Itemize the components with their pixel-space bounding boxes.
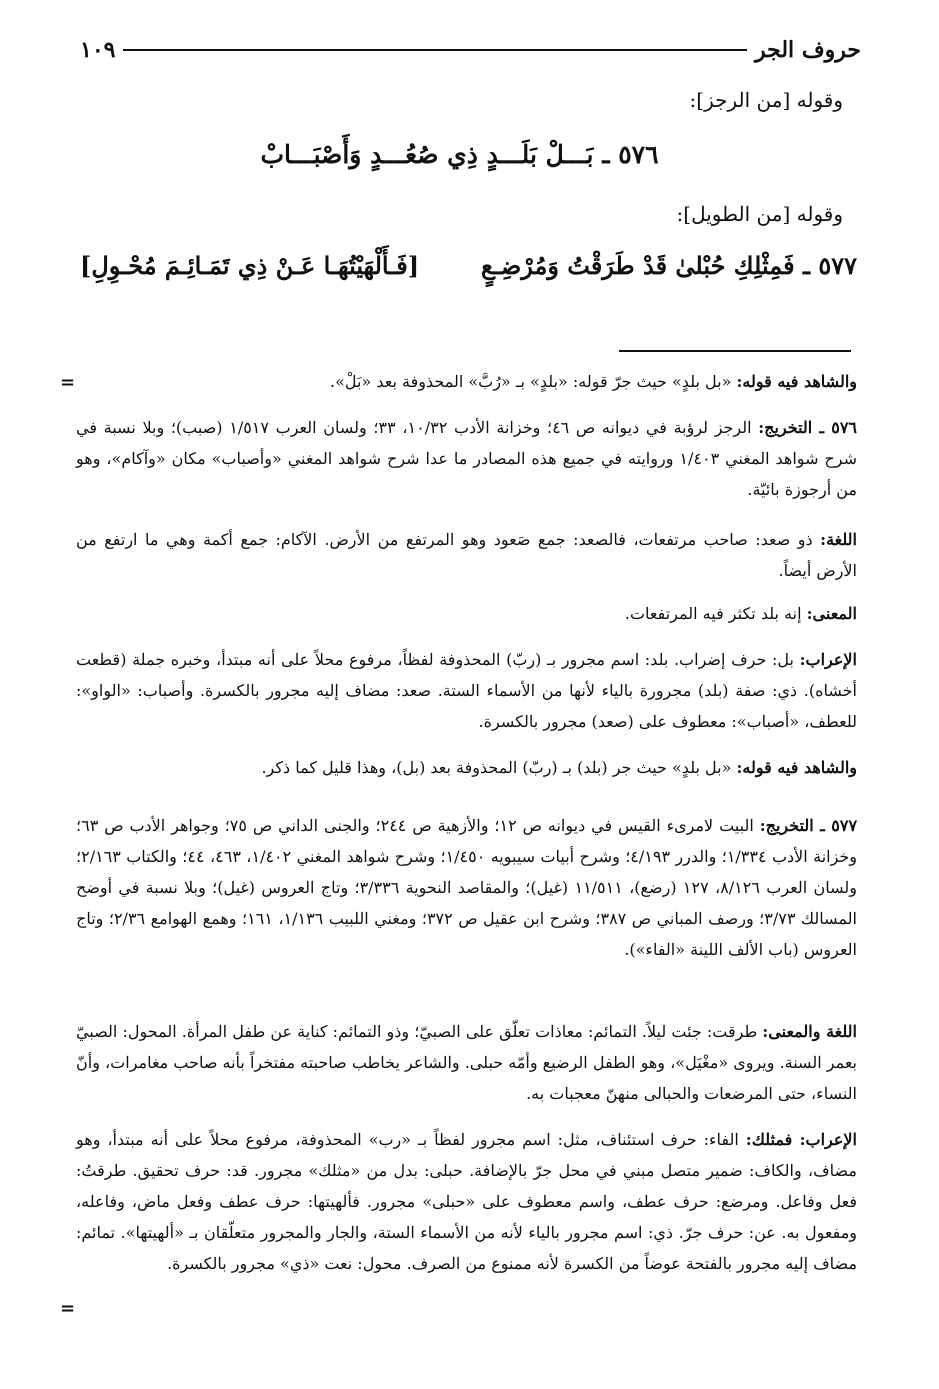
footnote-label: ٥٧٦ ـ التخريج: (758, 418, 857, 437)
footnote-576-maana (76, 598, 857, 629)
footnote-577-irab (76, 1124, 857, 1279)
footnote-576-takhrij (76, 412, 857, 505)
verse-577-second-hemistich: [فَـأَلْهَيْتُهَـا عَـنْ ذِي تَمَـائِـمَ مُحْـوِلِ] (80, 250, 420, 280)
footnote-text: إنه بلد تكثر فيه المرتفعات. (624, 604, 802, 623)
page-number: ١٠٩ (80, 37, 116, 63)
verse-576-intro: وقوله [من الرجز]: (689, 88, 843, 112)
footnote-577-lugha-maana (76, 1016, 857, 1109)
verse-577-number: ٥٧٧ ـ (802, 250, 857, 280)
footnote-576-shahid (76, 752, 857, 783)
footnote-text: ذو صعد: صاحب مرتفعات، فالصعد: جمع صَعود وهو المرتفع من الأرض. الآكام: جمع أكمة وهي ما ارتفع من الأرض أيضاً. (76, 530, 857, 580)
page-header (80, 30, 861, 70)
footnote-text: طرقت: جئت ليلاً. التمائم: معاذات تعلّق على الصبيّ؛ وذو التمائم: كناية عن طفل المرأة. المحول: الصبيّ بعمر السنة. ويروى «مغْيَل»، وهو الطفل الرضيع وأمّه حبلى. والشاعر يخاطب صاحبته مفتخراً بأنه صاحب مغامرات، وأنّ النساء، حتى المرضعات والحبالى منهنّ معجبات به. (76, 1022, 857, 1103)
footnote-separator (619, 350, 851, 352)
footnote-577-takhrij (76, 810, 857, 965)
footnote-label: ٥٧٧ ـ التخريج: (759, 816, 858, 835)
header-rule (123, 49, 747, 51)
footnote-label: المعنى: (806, 604, 857, 623)
verse-577 (80, 245, 857, 285)
footnote-label: اللغة والمعنى: (762, 1022, 857, 1041)
verse-577-first-text: فَمِثْلِكِ حُبْلىٰ قَدْ طَرَقْتُ وَمُرْضِـعٍ (481, 250, 795, 280)
footnote-label: والشاهد فيه قوله: (736, 758, 857, 777)
footnote-text: الفاء: حرف استئناف، مثل: اسم مجرور لفظاً بـ «رب» المحذوفة، مرفوع محلاً على أنه مبتدأ، وهو مضاف، والكاف: ضمير متصل مبني في محل جرّ بالإضافة. حبلى: بدل من «مثلك» مجرور. قد: حرف تحقيق. طرقتُ: فعل وفاعل. ومرضع: حرف عطف، واسم معطوف على «حبلى» مجرور. فألهيتها: حرف عطف وفعل ماض، وفاعله، ومفعول به. عن: حرف جرّ. ذي: اسم مجرور بالياء لأنه من الأسماء الستة، والجار والمجرور متعلّقان بـ «ألهيتها». تمائم: مضاف إليه مجرور بالفتحة عوضاً من الكسرة لأنه ممنوع من الصرف. محول: نعت «ذي» مجرور بالكسرة. (76, 1130, 857, 1273)
verse-577-intro: وقوله [من الطويل]: (676, 202, 843, 226)
footnote-text: «بل بلدٍ» حيث جرّ قوله: «بلدٍ» بـ «رُبَّ» المحذوفة بعد «بَلْ». (330, 372, 732, 391)
footnote-576-irab (76, 644, 857, 737)
footnote-text: الرجز لرؤبة في ديوانه ص ٤٦؛ وخزانة الأدب ١٠/٣٢، ٣٣؛ ولسان العرب ١/٥١٧ (صبب)؛ وبلا نسبة في شرح شواهد المغني ١/٤٠٣ وروايته في جميع هذه المصادر ما عدا شرح شواهد المغني «وأصباب» مكان «وآكام»، وهو من أرجوزة بائيّة. (76, 418, 857, 499)
verse-576-number: ٥٧٦ ـ (602, 140, 659, 169)
footnote-label: والشاهد فيه قوله: (736, 372, 857, 391)
footnote-shahid-intro (76, 366, 857, 397)
continuation-mark-bottom: = (60, 1298, 76, 1319)
footnote-label: اللغة: (820, 530, 857, 549)
footnote-576-lugha (76, 524, 857, 586)
verse-576-text: بَـــلْ بَلَـــدٍ ذِي صُعُـــدٍ وَأَصْبَـــابْ (260, 140, 594, 169)
continuation-mark-top: = (60, 372, 76, 393)
footnote-label: الإعراب: (799, 650, 857, 669)
verse-576 (80, 140, 839, 169)
chapter-title: حروف الجر (755, 37, 861, 63)
footnote-text: بل: حرف إضراب. بلد: اسم مجرور بـ (ربّ) المحذوفة لفظاً، مرفوع محلاً على أنه مبتدأ، وخبره جملة (قطعت أخشاه). ذي: صفة (بلد) مجرورة بالياء لأنها من الأسماء الستة. صعد: مضاف إليه مجرور بالكسرة. وأصباب: «الواو»: للعطف، «أصباب»: معطوف على (صعد) مجرور بالكسرة. (76, 650, 857, 731)
footnote-text: «بل بلدٍ» حيث جر (بلد) بـ (ربّ) المحذوفة بعد (بل)، وهذا قليل كما ذكر. (261, 758, 732, 777)
verse-577-first-hemistich (481, 251, 857, 280)
footnote-label: الإعراب: فمثلك: (745, 1130, 858, 1149)
footnote-text: البيت لامرىء القيس في ديوانه ص ١٢؛ والأزهية ص ٢٤٤؛ والجنى الداني ص ٧٥؛ وجواهر الأدب ص ٦٣؛ وخزانة الأدب ١/٣٣٤؛ والدرر ٤/١٩٣؛ وشرح أبيات سيبويه ١/٤٥٠؛ وشرح شواهد المغني ١/٤٠٢، ٤٦٣، ٤٤؛ والكتاب ٢/١٦٣؛ ولسان العرب ٨/١٢٦، ١٢٧ (رضع)، ١١/٥١١ (غيل)؛ والمقاصد النحوية ٣/٣٣٦؛ وتاج العروس (غيل)؛ وبلا نسبة في أوضح المسالك ٣/٧٣؛ ورصف المباني ص ٣٨٧؛ وشرح ابن عقيل ص ٣٧٢؛ ومغني اللبيب ١/١٣٦، ١٦١؛ وهمع الهوامع ٢/٣٦؛ وتاج العروس (باب الألف اللينة «الفاء»). (76, 816, 858, 959)
